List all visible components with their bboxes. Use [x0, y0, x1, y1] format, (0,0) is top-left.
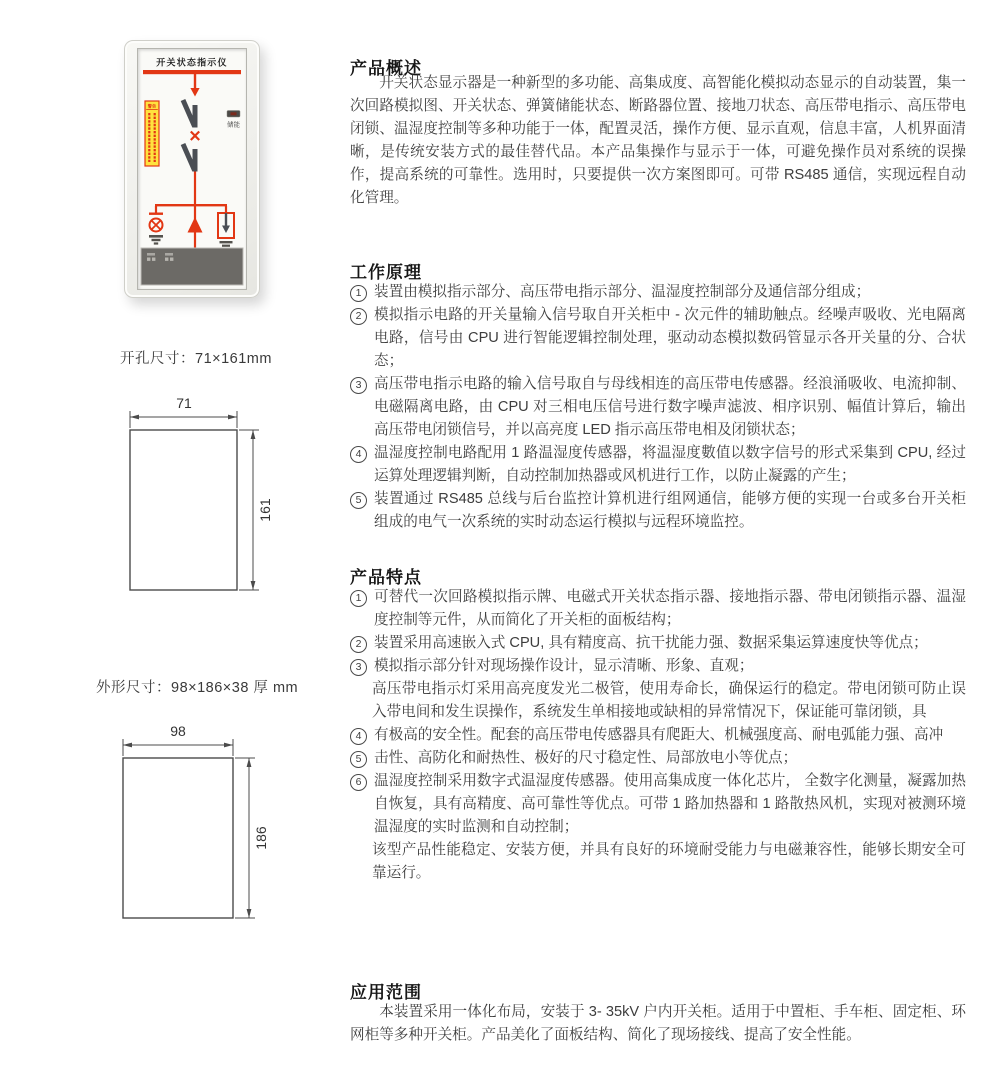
- feature-item-text: 模拟指示部分针对现场操作设计，显示清晰、形象、直观；: [374, 658, 754, 674]
- feature-item: [350, 655, 966, 678]
- features-list: [350, 586, 966, 885]
- item-number-icon: 5: [350, 492, 367, 509]
- principle-title: 工作原理: [350, 263, 422, 283]
- product-photo: [124, 40, 260, 298]
- transformer-box-symbol: [218, 206, 234, 250]
- item-number-icon: 6: [350, 774, 367, 791]
- feature-item-text: 该型产品性能稳定、安装方便，并具有良好的环境耐受能力与电磁兼容性，能够长期安全可靠运行。: [372, 842, 966, 881]
- status-strip: [141, 248, 243, 285]
- feeder-line: [155, 172, 227, 207]
- item-number-icon: 2: [350, 308, 367, 325]
- feature-item-text: 高压带电指示灯采用高亮度发光二极管，使用寿命长，确保运行的稳定。带电闭锁可防止误入带电间和发生误操作，系统发生单相接地或缺相的异常情况下，保证能可靠闭锁，具: [372, 681, 966, 720]
- cutout-height-value: 161: [257, 498, 273, 522]
- principle-list: [350, 281, 966, 534]
- energy-storage-indicator: [227, 111, 241, 129]
- features-title: 产品特点: [350, 568, 422, 588]
- item-number-icon: 3: [350, 659, 367, 676]
- disconnector-switch-icon: [183, 100, 195, 128]
- feature-item-text: 温湿度控制采用数字式温湿度传感器。使用高集成度一体化芯片， 全数字化测量，凝露加热自恢复，具有高精度、高可靠性等优点。可带 1 路加热器和 1 路散热风机，实现对被测环境温湿度的实时监测和自动控制；: [374, 773, 966, 835]
- principle-item: [350, 373, 966, 442]
- principle-item: [350, 488, 966, 534]
- feature-item: [350, 632, 966, 655]
- warning-label: [145, 101, 159, 166]
- feature-item-text: 击性、高防化和耐热性、极好的尺寸稳定性、局部放电小等优点；: [374, 750, 798, 766]
- mimic-diagram: [138, 49, 246, 289]
- item-number-icon: 1: [350, 285, 367, 302]
- principle-item: [350, 304, 966, 373]
- outline-height-value: 186: [253, 826, 269, 850]
- warning-label-title: 警告: [147, 103, 157, 109]
- application-title: 应用范围: [350, 983, 422, 1003]
- item-number-icon: 3: [350, 377, 367, 394]
- principle-item-text: 高压带电指示电路的输入信号取自与母线相连的高压带电传感器。经浪涌吸收、电流抑制、电磁隔离电路，由 CPU 对三相电压信号进行数字噪声滤波、相序识别、幅值计算后，输出高压带电闭锁信号，并以高亮度 LED 指示高压带电相及闭锁状态；: [374, 376, 966, 438]
- cutout-dimension-drawing: [100, 388, 300, 603]
- principle-item-text: 模拟指示电路的开关量输入信号取自开关柜中 - 次元件的辅助触点。经噪声吸收、光电隔离电路，信号由 CPU 进行智能逻辑控制处理，驱动动态模拟数码管显示各开关量的分、合状态；: [374, 307, 966, 369]
- feature-item: [350, 839, 966, 885]
- feature-item-text: 可替代一次回路模拟指示牌、电磁式开关状态指示器、接地指示器、带电闭锁指示器、温湿度控制等元件，从而简化了开关柜的面板结构；: [374, 589, 966, 628]
- item-number-icon: 2: [350, 636, 367, 653]
- principle-item-text: 装置由模拟指示部分、高压带电指示部分、温湿度控制部分及通信部分组成；: [374, 284, 871, 300]
- device-title: 开关状态指示仪: [156, 58, 228, 69]
- principle-item-text: 装置通过 RS485 总线与后台监控计算机进行组网通信，能够方便的实现一台或多台开关柜组成的电气一次系统的实时动态运行模拟与远程环境监控。: [374, 491, 966, 530]
- feeder-arrow-icon: [188, 205, 203, 248]
- application-body: 本装置采用一体化布局，安装于 3- 35kV 户内开关柜。适用于中置柜、手车柜、固定柜、环网柜等多种开关柜。产品美化了面板结构、简化了现场接线、提高了安全性能。: [350, 1004, 966, 1043]
- principle-item-text: 温湿度控制电路配用 1 路温湿度传感器，将温湿度數值以数字信号的形式采集到 CPU, 经过运算处理逻辑判断，自动控制加热器或风机进行工作，以防止凝露的产生；: [374, 445, 966, 484]
- outline-size-label: 外形尺寸：98×186×38 厚 mm: [96, 680, 299, 696]
- breaker-cross-icon: [191, 132, 199, 141]
- outline-dimension-drawing: [98, 718, 308, 938]
- cutout-width-value: 71: [176, 395, 192, 411]
- feature-item: [350, 747, 966, 770]
- item-number-icon: [350, 682, 365, 697]
- feature-item: [350, 724, 966, 747]
- energy-storage-label: 储能: [227, 121, 240, 129]
- feature-item-text: 有极高的安全性。配套的高压带电传感器具有爬距大、机械强度高、耐电弧能力强、高冲: [374, 727, 944, 743]
- principle-item: [350, 442, 966, 488]
- disconnector-switch-icon: [183, 144, 195, 172]
- device-front-panel: [137, 48, 247, 290]
- item-number-icon: 4: [350, 728, 367, 745]
- item-number-icon: 4: [350, 446, 367, 463]
- outline-width-value: 98: [170, 723, 186, 739]
- principle-item: [350, 281, 966, 304]
- overview-title: 产品概述: [350, 59, 422, 79]
- feature-item: [350, 586, 966, 632]
- earthing-lamp-symbol: [149, 206, 163, 245]
- item-number-icon: 1: [350, 590, 367, 607]
- feature-item: [350, 770, 966, 839]
- overview-body: 开关状态显示器是一种新型的多功能、高集成度、高智能化模拟动态显示的自动装置，集一次回路模拟图、开关状态、弹簧储能状态、断路器位置、接地刀状态、高压带电指示、高压带电闭锁、温湿度控制等多种功能于一体，配置灵活，操作方便、显示直观，信息丰富，人机界面清晰，是传统安装方式的最佳替代品。本产品集操作与显示于一体，可避免操作员对系统的误操作，提高系统的可靠性。选用时，只要提供一次方案图即可。可带 RS485 通信，实现远程自动化管理。: [350, 75, 966, 206]
- feature-item-text: 装置采用高速嵌入式 CPU, 具有精度高、抗干扰能力强、数据采集运算速度快等优点；: [374, 635, 928, 651]
- item-number-icon: [350, 843, 365, 858]
- busbar: [143, 70, 241, 74]
- item-number-icon: 5: [350, 751, 367, 768]
- feature-item: [350, 678, 966, 724]
- incoming-line: [190, 74, 199, 97]
- cutout-size-label: 开孔尺寸：71×161mm: [120, 351, 272, 367]
